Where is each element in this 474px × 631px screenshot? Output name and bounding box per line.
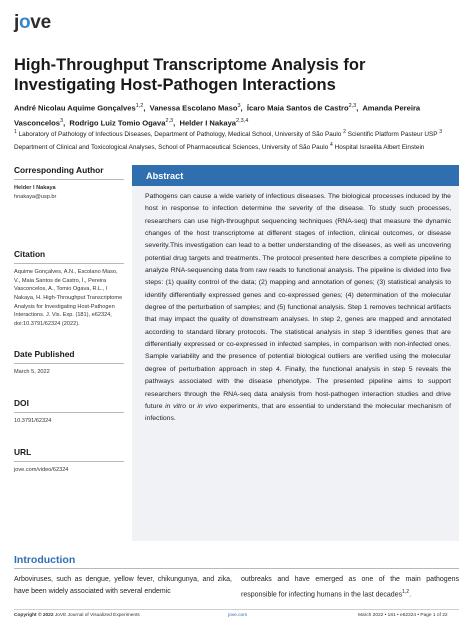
affil-sup: 3 [439,129,443,135]
author-name: Vanessa Escolano Maso [149,103,238,113]
affil-text: Department of Clinical and Toxicological Analyses, School of Pharmaceutical Sciences, University of São Paulo [14,144,329,152]
url-value[interactable]: jove.com/video/62324 [14,466,69,473]
affil-text: Scientific Platform Pasteur USP [347,131,438,139]
affiliation-list [14,127,460,153]
url-heading: URL [14,447,124,462]
author-name: Amanda Pereira Vasconcelos [14,103,421,128]
jove-logo[interactable] [14,12,51,34]
logo-part-j: j [14,12,19,33]
introduction-column-2-end: . [409,591,412,599]
introduction-ref-sup[interactable]: 1,2 [402,589,410,595]
abstract-italic-in-vitro: in vitro [165,402,187,410]
abstract-text [132,186,459,426]
corresponding-author-name: Helder I Nakaya [14,185,56,191]
author-name: Rodrigo Luiz Tomio Ogava [69,118,166,128]
article-title [14,55,454,95]
introduction-column-2 [241,574,459,601]
footer-page-info: March 2022 • 181 • e62324 • Page 1 of 22 [358,613,448,618]
date-published-value: March 5, 2022 [14,369,50,376]
author-name: Helder I Nakaya [179,118,237,128]
affil-sup: 2 [343,129,346,135]
corresponding-author-heading: Corresponding Author [14,165,124,180]
introduction-column-1: Arboviruses, such as dengue, yellow fever, chikungunya, and zika, have been widely associated with several endemic [14,576,232,595]
title-line-1: High-Throughput Transcriptome Analysis for [14,56,366,74]
footer-site-link[interactable]: jove.com [228,613,248,618]
author-affil-sup: 1,2 [135,103,144,109]
abstract-body-1: Pathogens can cause a wide variety of infectious diseases. The biological processes induced by the host in response to infection determine the severity of the disease. To study such processes, researchers can use high-throughput sequencing techniques (RNA-seq) that measure the dynamic changes of the host transcriptome at different stages of infection, clinical outcomes, or disease severity.This investigation can lead to a better understanding of the diseases, as well as uncovering potential drug targets and treatments. The protocol presented here describes a complete pipeline to analyze RNA-sequencing data from raw reads to functional analysis. The pipeline is divided into five steps: (1) quality control of the data; (2) mapping and annotation of genes; (3) statistical analysis to identify differentially expressed genes and co-expressed genes; (4) determination of the molecular degree of the perturbation of samples; and (5) functional analysis. Step 1 removes technical artifacts that may impact the quality of downstream analyses. In step 2, genes are mapped and annotated according to standard library protocols. The statistical analysis in step 3 identifies genes that are differentially expressed or co-expressed in infected samples, in comparison with non-infected ones. Sample variability and the presence of potential biological outliers are verified using the molecular degree of perturbation approach in step 4. Finally, the functional analysis in step 5 reveals the pathways associated with the disease phenotype. The presented pipeline aims to support researchers through the RNA-seq data analysis from host-pathogen interaction studies and drive future [145,193,451,410]
author-affil-sup: 2,3 [165,117,174,124]
abstract-heading: Abstract [132,165,459,186]
citation-heading: Citation [14,249,124,264]
affil-text: Laboratory of Pathology of Infectious Diseases, Department of Pathology, Medical School, University of São Paulo [18,131,342,139]
footer-copyright-rest: JoVE Journal of Visualized Experiments [53,613,140,618]
doi-heading: DOI [14,398,124,413]
footer-copyright-bold: Copyright © 2022 [14,613,54,618]
logo-part-ve: ve [30,12,51,33]
author-affil-sup: 2,3 [348,103,357,109]
introduction-column-2-text: outbreaks and have emerged as one of the main pathogens responsible for infecting humans in the last decades [241,576,459,599]
abstract-or: or [186,402,198,410]
author-affil-sup: 2,3,4 [236,117,249,124]
introduction-heading: Introduction [14,554,76,566]
corresponding-author-email[interactable]: hnakaya@usp.br [14,193,57,200]
logo-part-o: o [18,12,31,33]
corresponding-author-block [14,184,124,201]
date-published-heading: Date Published [14,349,124,364]
author-name: André Nicolau Aquime Gonçalves [14,103,136,113]
author-affil-sup: 3 [237,103,241,109]
sidebar [14,165,124,474]
affil-sup: 4 [330,142,333,149]
citation-text: Aquime Gonçalves, A.N., Escolano Maso, V., Maia Santos de Castro, Í., Pereira Vasconcelos, A., Tomio Ogava, R.L., I Nakaya, H. High-Throughput Transcriptome Analysis for Investigating Host-Pathogen Interactions. J. Vis. Exp. (181), e62324, doi:10.3791/62324 (2022). [14,269,123,327]
abstract-panel [132,165,459,541]
title-line-2: Investigating Host-Pathogen Interactions [14,76,336,94]
footer-copyright [14,613,140,618]
abstract-body-2: experiments, that are essential to understand the molecular mechanism of infections. [145,402,451,423]
footer-divider [14,609,459,610]
abstract-italic-in-vivo: in vivo [197,402,218,410]
author-list: André Nicolau Aquime Gonçalves$^{1,2}$, Vanessa Escolano Maso$^3$, Ícaro Maia Santos de Castro$^{2,3}$, Amanda Pereira Vasconcelos$^3$, Rodrigo Luiz Tomio Ogava$^{2,3}$, Helder I Nakaya$^{2,3,4}$ [14,103,421,128]
author-affil-sup: 3 [60,117,64,124]
affil-sup: 1 [14,129,17,135]
affil-text: Hospital Israelita Albert Einstein [334,144,425,152]
doi-value[interactable]: 10.3791/62324 [14,417,52,424]
author-name: Ícaro Maia Santos de Castro [246,103,349,113]
introduction-divider [14,568,459,569]
